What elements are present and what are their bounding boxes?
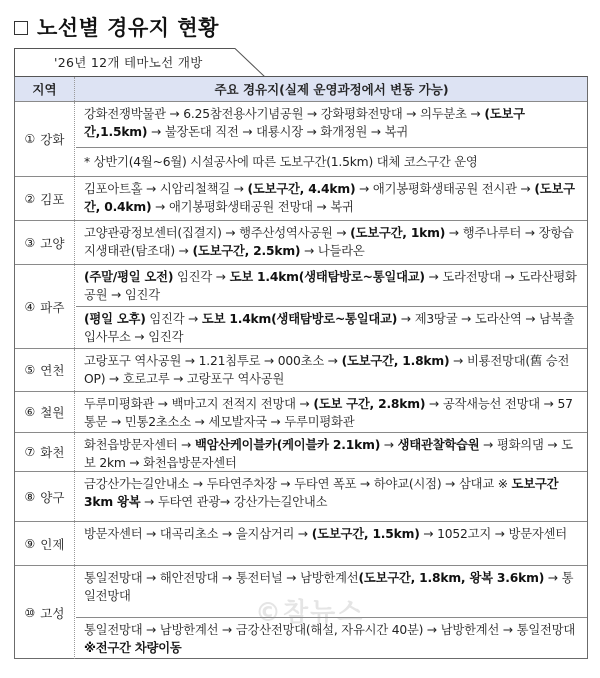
route-cell [76, 566, 587, 659]
region-number: ⑧ [24, 489, 36, 504]
region-number: ④ [24, 299, 36, 314]
page-title-text: 노선별 경유지 현황 [37, 16, 219, 40]
walking-section-text: (도보구간, 1.5km) [311, 527, 420, 541]
route-text: 김포아트홀 → 시암리철책길 → [84, 182, 248, 196]
route-text: → 1052고지 → 방문자센터 [419, 527, 567, 541]
region-cell [15, 433, 75, 471]
region-name: 인제 [40, 536, 65, 552]
region-cell [15, 349, 75, 391]
route-segment [76, 472, 587, 522]
region-cell [15, 392, 75, 432]
walking-section-text: 도보 1.4km(생태탐방로~통일대교) [201, 312, 398, 326]
region-cell [15, 472, 75, 521]
table-row [15, 265, 587, 349]
region-name: 연천 [40, 363, 65, 378]
route-text: → 불장돈대 직전 → 대룡시장 → 화개정원 → 복귀 [147, 125, 409, 139]
table-row [15, 433, 587, 472]
walking-section-text: (도보구간, 4.4km) [247, 182, 356, 196]
region-number: ⑤ [24, 363, 36, 377]
route-text: 화천읍방문자센터 → [84, 438, 195, 452]
route-text: → 두타연 관광→ 강산가는길안내소 [140, 495, 328, 509]
walking-section-text: (평일 오후) [84, 312, 146, 326]
walking-section-text: (도보구간, 1km) [350, 226, 446, 240]
route-text: → 애기봉평화생태공원 전망대 → 복귀 [151, 200, 354, 214]
table-row [15, 349, 587, 392]
table-caption-tab [14, 48, 266, 77]
route-text: 임진각 → [173, 270, 230, 284]
page-title [14, 12, 219, 42]
walking-section-text: 백암산케이블카(케이블카 2.1km) [194, 438, 381, 452]
route-text: → 제3땅굴 → 도라산역 → 남북출입사무소 → 임진각 [84, 312, 575, 344]
region-name: 파주 [40, 299, 65, 315]
watermark: ©참뉴스 [255, 598, 365, 628]
route-segment [76, 307, 587, 349]
route-text: 통일전망대 → 남방한계선 → 금강산전망대(해설, 자유시간 40분) → 남방한계선 → 통일전망대 [84, 623, 576, 637]
region-number: ⑥ [24, 405, 36, 419]
region-number: ⑨ [24, 536, 36, 551]
region-number: ③ [24, 235, 36, 250]
region-cell [15, 221, 75, 264]
route-segment [76, 566, 587, 618]
route-cell [76, 522, 587, 565]
table-row [15, 566, 587, 659]
route-text: 고양관광정보센터(집결지) → 행주산성역사공원 → [84, 226, 351, 240]
route-text: 임진각 → [145, 312, 202, 326]
route-cell [76, 392, 587, 432]
region-cell [15, 177, 75, 220]
route-segment [76, 618, 587, 659]
route-cell [76, 177, 587, 220]
region-name: 고성 [40, 605, 65, 621]
walking-section-text: (도보구간, 0.4km) [84, 182, 575, 214]
route-text: 통일전망대 → 해안전망대 → 통전터널 → 남방한계선 [84, 571, 359, 585]
walking-section-text: (도보구간, 1.8km) [341, 354, 450, 368]
route-segment [76, 177, 587, 221]
walking-section-text: 도보 1.4km(생태탐방로~통일대교) [229, 270, 425, 284]
route-text: → [380, 438, 398, 452]
region-cell [15, 522, 75, 565]
route-text: → 행주나루터 → 장항습지생태관(탐조대) → [84, 226, 574, 258]
table-row [15, 472, 587, 522]
route-text: 두루미평화관 → 백마고지 전적지 전망대 → [84, 397, 314, 411]
route-text: → 통일전망대 [84, 571, 574, 603]
empty-square-icon [14, 21, 28, 35]
header-region: 지역 [15, 77, 75, 101]
route-segment [76, 349, 587, 392]
region-number: ⑩ [24, 605, 36, 620]
table-row [15, 522, 587, 566]
walking-section-text: ※전구간 차량이동 [84, 641, 182, 655]
region-name: 철원 [40, 405, 65, 420]
route-cell [76, 433, 587, 471]
region-cell [15, 102, 75, 176]
route-text: 방문자센터 → 대곡리초소 → 을지삼거리 → [84, 527, 312, 541]
route-text: → 애기봉평화생태공원 전시관 → [355, 182, 535, 196]
route-segment [76, 392, 587, 433]
route-table [14, 76, 588, 659]
walking-section-text: (도보구간, 1.8km, 왕복 3.6km) [358, 571, 545, 585]
table-header-row [15, 77, 587, 102]
region-number: ① [24, 132, 36, 146]
route-cell [76, 349, 587, 391]
region-name: 김포 [40, 191, 65, 207]
walking-section-text: 생태관찰학습원 [397, 438, 480, 452]
route-text: → 나들라온 [300, 244, 365, 258]
route-cell [76, 221, 587, 264]
route-text: → 공작새능선 전망대 → 57통문 → 민통2초소소 → 세모발자국 → 두루미평화관 [84, 397, 573, 429]
table-row [15, 221, 587, 265]
route-text: 강화전쟁박물관 → 6.25참전용사기념공원 → 강화평화전망대 → 의두분초 → [84, 107, 485, 121]
route-text: → 비룡전망대(舊 승전OP) → 호로고루 → 고랑포구 역사공원 [84, 354, 570, 386]
route-segment [76, 148, 587, 177]
route-segment [76, 433, 587, 472]
table-row [15, 392, 587, 433]
region-cell [15, 265, 75, 348]
region-number: ② [24, 191, 36, 206]
region-name: 고양 [40, 235, 65, 251]
region-name: 화천 [40, 445, 65, 460]
walking-section-text: (도보구간, 2.5km) [192, 244, 301, 258]
header-route: 주요 경유지(실제 운영과정에서 변동 가능) [214, 82, 449, 97]
route-segment [76, 265, 587, 307]
route-segment [76, 221, 587, 265]
region-cell [15, 566, 75, 659]
walking-section-text: 도보구간 3km 왕복 [84, 477, 559, 509]
route-text: → 평화의댐 → 도보 2km → 화천읍방문자센터 [84, 438, 573, 470]
route-segment [76, 522, 587, 566]
walking-section-text: (도보 구간, 2.8km) [313, 397, 426, 411]
tab-label: '26년 12개 테마노선 개방 [54, 55, 203, 70]
walking-section-text: (주말/평일 오전) [84, 270, 174, 284]
route-cell [76, 102, 587, 176]
region-name: 양구 [40, 489, 65, 505]
route-text: → 도라전망대 → 도라산평화공원 → 임진각 [84, 270, 577, 302]
region-number: ⑦ [24, 445, 36, 459]
route-cell [76, 265, 587, 348]
route-segment [76, 102, 587, 148]
route-text: 금강산가는길안내소 → 두타연주차장 → 두타연 폭포 → 하야교(시점) → 삼대교 ※ [84, 477, 512, 491]
table-row [15, 177, 587, 221]
table-row [15, 102, 587, 177]
route-text: * 상반기(4월~6월) 시설공사에 따른 도보구간(1.5km) 대체 코스구간 운영 [84, 155, 478, 169]
region-name: 강화 [40, 132, 65, 147]
route-cell [76, 472, 587, 521]
walking-section-text: (도보구간,1.5km) [84, 107, 525, 139]
route-text: 고랑포구 역사공원 → 1.21침투로 → 000초소 → [84, 354, 342, 368]
